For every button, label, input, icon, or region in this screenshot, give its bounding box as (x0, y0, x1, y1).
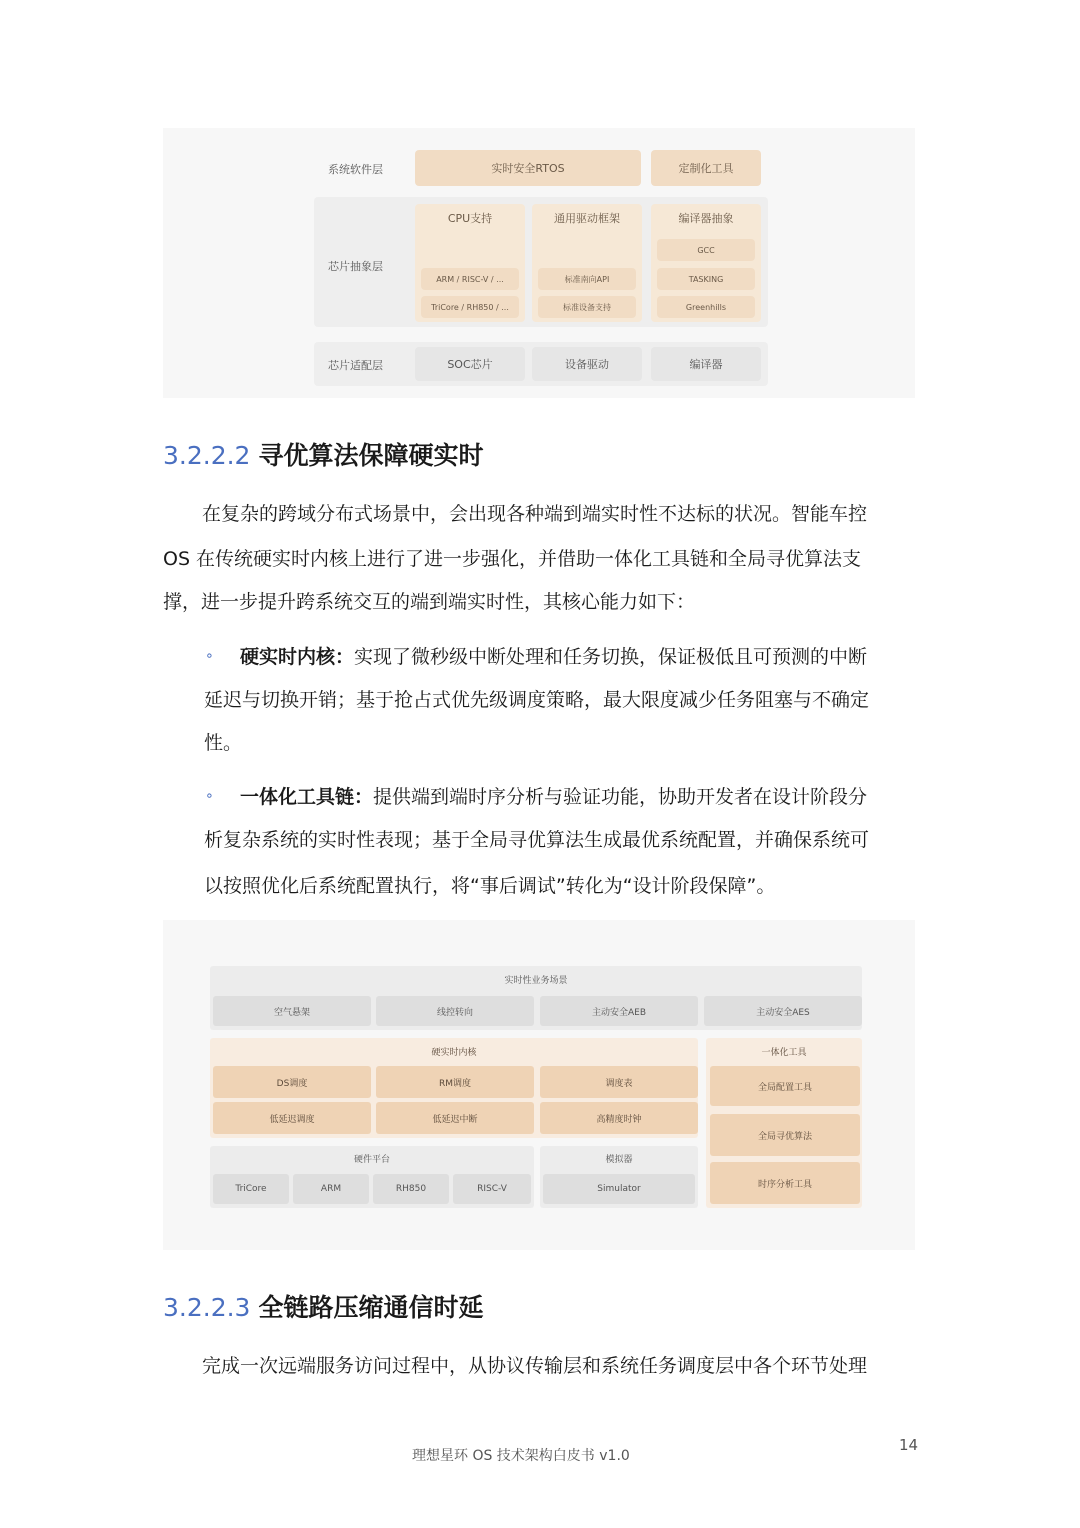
hardware-item: TriCore (213, 1174, 289, 1204)
hardware-item: RISC-V (453, 1174, 531, 1204)
driver-framework-title: 通用驱动框架 (554, 212, 620, 225)
bullet-1-term: 硬实时内核： (240, 646, 355, 668)
simulator-item: Simulator (543, 1174, 695, 1204)
driver-item-1: 标准南向API (538, 268, 636, 290)
cpu-support-title: CPU支持 (447, 212, 493, 225)
kernel-item: DS调度 (213, 1066, 371, 1098)
section-heading-3222 (163, 436, 483, 472)
driver-item-2: 标准设备支持 (538, 296, 636, 318)
toolchain-title: 一体化工具 (761, 1047, 807, 1058)
scenario-item: 主动安全AEB (540, 996, 698, 1026)
bullet-2-line-1 (240, 777, 867, 817)
row-label-chip-abstract: 芯片抽象层 (328, 260, 383, 273)
bullet-2-line-2: 析复杂系统的实时性表现；基于全局寻优算法生成最优系统配置，并确保系统可 (204, 829, 870, 851)
bullet-icon: ∘ (205, 648, 214, 664)
rtos-box: 实时安全RTOS (415, 150, 641, 186)
compiler-abstract-title: 编译器抽象 (678, 212, 734, 225)
adapt-item-compiler: 编译器 (651, 347, 761, 381)
kernel-item: RM调度 (376, 1066, 534, 1098)
row-label-chip-adapt: 芯片适配层 (328, 359, 383, 372)
kernel-title: 硬实时内核 (431, 1047, 477, 1058)
cpu-item-1: ARM / RISC-V / ... (421, 268, 519, 290)
bullet-1-text: 实现了微秒级中断处理和任务切换，保证极低且可预测的中断 (354, 646, 868, 668)
kernel-item: 调度表 (540, 1066, 698, 1098)
bullet-1-line-1 (240, 637, 867, 677)
page-number: 14 (899, 1436, 919, 1454)
bullet-2-line-3: 以按照优化后系统配置执行，将“事后调试”转化为“设计阶段保障”。 (204, 875, 776, 897)
section-number: 3.2.2.3 (163, 1293, 251, 1322)
hardware-item: RH850 (373, 1174, 449, 1204)
compiler-item-2: TASKING (657, 268, 755, 290)
kernel-item: 低延迟中断 (376, 1102, 534, 1134)
paragraph-line: 完成一次远端服务访问过程中，从协议传输层和系统任务调度层中各个环节处理 (202, 1355, 868, 1377)
kernel-item: 高精度时钟 (540, 1102, 698, 1134)
section-heading-3223 (163, 1288, 483, 1324)
toolchain-item: 全局寻优算法 (710, 1114, 860, 1156)
hardware-item: ARM (293, 1174, 369, 1204)
hardware-title: 硬件平台 (353, 1154, 390, 1165)
compiler-item-3: Greenhills (657, 296, 755, 318)
custom-tools-box: 定制化工具 (651, 150, 761, 186)
scenario-item: 主动安全AES (704, 996, 862, 1026)
scenario-title: 实时性业务场景 (504, 975, 568, 986)
section-title: 全链路压缩通信时延 (258, 1293, 484, 1322)
section-number: 3.2.2.2 (163, 441, 251, 470)
compiler-item-1: GCC (657, 239, 755, 261)
adapt-item-driver: 设备驱动 (532, 347, 642, 381)
toolchain-item: 全局配置工具 (710, 1066, 860, 1106)
scenario-item: 线控转向 (376, 996, 534, 1026)
cpu-item-2: TriCore / RH850 / ... (421, 296, 519, 318)
bullet-1-line-3: 性。 (204, 732, 243, 754)
bullet-1-line-2: 延迟与切换开销；基于抢占式优先级调度策略，最大限度减少任务阻塞与不确定 (204, 689, 870, 711)
scenario-item: 空气悬架 (213, 996, 371, 1026)
footer-doc-title: 理想星环 OS 技术架构白皮书 v1.0 (412, 1448, 630, 1464)
kernel-item: 低延迟调度 (213, 1102, 371, 1134)
paragraph-line-1: 在复杂的跨域分布式场景中，会出现各种端到端实时性不达标的状况。智能车控 (202, 503, 868, 525)
paragraph-line-3: 撑，进一步提升跨系统交互的端到端实时性，其核心能力如下： (163, 591, 696, 613)
bullet-2-text: 提供端到端时序分析与验证功能，协助开发者在设计阶段分 (373, 786, 868, 808)
toolchain-item: 时序分析工具 (710, 1162, 860, 1204)
bullet-icon: ∘ (205, 788, 214, 804)
bullet-2-term: 一体化工具链： (240, 786, 374, 808)
paragraph-line-2: OS 在传统硬实时内核上进行了进一步强化，并借助一体化工具链和全局寻优算法支 (163, 548, 862, 570)
simulator-title: 模拟器 (605, 1154, 633, 1165)
row-label-system: 系统软件层 (328, 163, 383, 176)
section-title: 寻优算法保障硬实时 (258, 441, 484, 470)
adapt-item-soc: SOC芯片 (415, 347, 525, 381)
